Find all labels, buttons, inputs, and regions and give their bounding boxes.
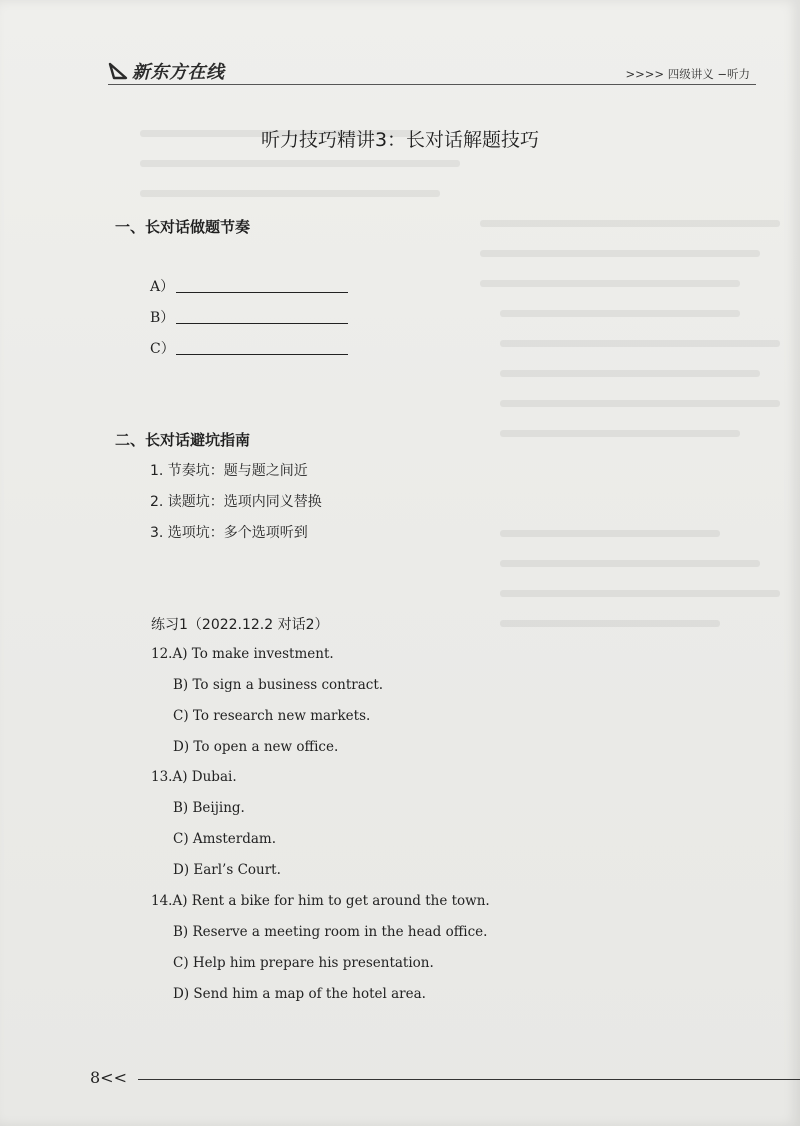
question-number: 14. (151, 893, 173, 909)
blank-label: C） (150, 341, 175, 357)
option-d: D) Send him a map of the hotel area. (173, 986, 426, 1002)
footer-divider (138, 1079, 800, 1080)
section-heading-rhythm: 一、长对话做题节奏 (115, 218, 251, 236)
section-heading-pitfalls: 二、长对话避坑指南 (115, 431, 251, 449)
header-breadcrumb: >>>> 四级讲义 −听力 (625, 67, 750, 81)
question-12 (151, 646, 334, 662)
show-through-background (100, 120, 790, 680)
option-d: D) To open a new office. (173, 739, 339, 755)
logo-mark-icon (108, 61, 128, 81)
blank-label: A） (150, 279, 175, 295)
option-c: C) Amsterdam. (173, 831, 277, 847)
header-divider (108, 84, 756, 85)
tip-item: 2. 读题坑：选项内同义替换 (150, 494, 322, 510)
page-number: 8<< (90, 1068, 127, 1087)
option-b: B) Beijing. (173, 800, 245, 816)
blank-label: B） (150, 310, 175, 326)
blank-line (176, 354, 348, 355)
question-13 (151, 769, 237, 785)
option-d: D) Earl’s Court. (173, 862, 281, 878)
option-a: A) Dubai. (172, 769, 237, 785)
option-b: B) To sign a business contract. (173, 677, 384, 693)
blank-row-b (150, 307, 348, 327)
option-c: C) Help him prepare his presentation. (173, 955, 434, 971)
exercise-title: 练习1（2022.12.2 对话2） (151, 617, 329, 633)
tip-item: 1. 节奏坑：题与题之间近 (150, 463, 308, 479)
logo (108, 58, 225, 84)
option-c: C) To research new markets. (173, 708, 371, 724)
blank-line (176, 292, 348, 293)
question-number: 12. (151, 646, 173, 662)
blank-row-c (150, 338, 348, 358)
page-title: 听力技巧精讲3：长对话解题技巧 (260, 129, 540, 151)
option-a: A) Rent a bike for him to get around the town. (172, 893, 490, 909)
option-b: B) Reserve a meeting room in the head office. (173, 924, 488, 940)
question-number: 13. (151, 769, 173, 785)
question-14 (151, 893, 490, 909)
blank-row-a (150, 276, 348, 296)
tip-item: 3. 选项坑：多个选项听到 (150, 525, 308, 541)
option-a: A) To make investment. (172, 646, 334, 662)
blank-line (176, 323, 348, 324)
logo-text: 新东方在线 (132, 62, 225, 83)
